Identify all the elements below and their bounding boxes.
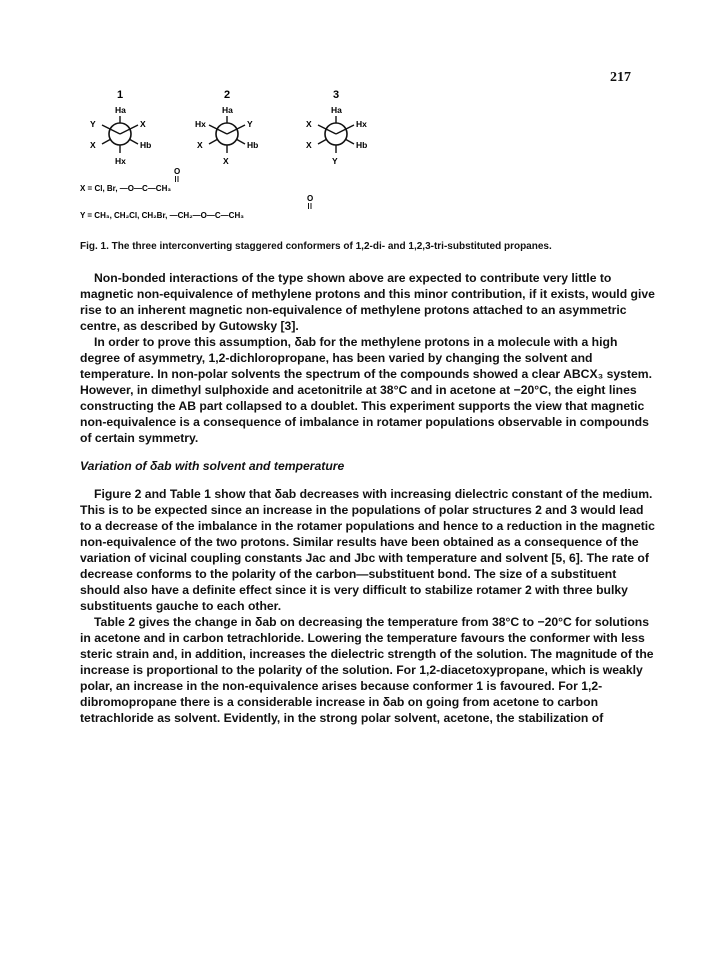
atom-lower-left: X: [90, 140, 96, 150]
y-definition: [80, 194, 313, 220]
atom-top: Ha: [115, 105, 126, 115]
atom-upper-left: X: [306, 119, 312, 129]
conformer-2: [195, 89, 258, 166]
paragraph-2: In order to prove this assumption, δab for the methylene protons in a molecule with a high degree of asymmetry, 1,2-dichloropropane, has been varied by changing the solvent and temperature. In non-polar solvents the spectrum of the compounds showed a clear ABCX₃ system. However, in dimethyl sulphoxide and acetonitrile at 38°C and in acetone at −20°C, the eight lines constructing the AB part collapsed to a doublet. This experiment supports the view that magnetic non-equivalence is a consequence of imbalance in rotamer populations observable in compounds of certain symmetry.: [80, 335, 653, 445]
newman-projections-figure: [80, 88, 640, 236]
atom-lower-left: X: [306, 140, 312, 150]
page-number: 217: [610, 70, 631, 85]
atom-bottom: Hx: [115, 156, 126, 166]
paragraph-4: Table 2 gives the change in δab on decreasing the temperature from 38°C to −20°C for solutions in acetone and in carbon tetrachloride. Lowering the temperature favours the conformer with less steric strain and, in addition, increases the dielectric strength of the solution. The magnitude of the increase is proportional to the polarity of the solution. For 1,2-diacetoxypropane, which is weakly polar, an increase in the non-equivalence arises because conformer 1 is favoured. For 1,2-dibromopropane there is a considerable increase in δab on going from acetone to carbon tetrachloride as solvent. Evidently, in the strong polar solvent, acetone, the stabilization of: [80, 615, 654, 725]
paragraph-1: Non-bonded interactions of the type shown above are expected to contribute very little to magnetic non-equivalence of methylene protons and this minor contribution, if it exists, would give rise to an inherent magnetic non-equivalence of methylene protons attached to an asymmetric centre, as described by Gutowsky [3].: [80, 271, 655, 333]
atom-lower-right: Hb: [140, 140, 152, 150]
x-substituents: X = Cl, Br, —O—C—CH₃: [80, 184, 172, 193]
conformer-1: [90, 89, 151, 166]
conformer-label: 3: [333, 89, 340, 101]
atom-lower-right: Hb: [356, 140, 368, 150]
y-substituents: Y = CH₃, CH₂Cl, CH₂Br, —CH₂—O—C—CH₃: [80, 211, 244, 220]
atom-lower-right: Hb: [247, 140, 259, 150]
atom-upper-left: Y: [90, 119, 96, 129]
section-heading: Variation of δab with solvent and temperature: [80, 459, 345, 473]
paragraph-3: Figure 2 and Table 1 show that δab decreases with increasing dielectric constant of the medium. This is to be expected since an increase in the populations of polar structures 2 and 3 would lead to a decrease of the imbalance in the rotamer populations and hence to a reduction in the magnetic non-equivalence of the two protons. Similar results have been obtained as a consequence of the variation of vicinal coupling constants Jac and Jbc with temperature and solvent [5, 6]. The rate of decrease conforms to the polarity of the carbon—substituent bond. The size of a substituent should also have a definite effect since it is very difficult to stabilize rotamer 2 with three bulky substituents gauche to each other.: [80, 487, 655, 613]
atom-top: Ha: [222, 105, 233, 115]
x-carbonyl-o: O: [174, 167, 181, 176]
atom-bottom: Y: [332, 156, 338, 166]
conformer-label: 1: [117, 89, 124, 101]
conformer-label: 2: [224, 89, 231, 101]
y-carbonyl-o: O: [307, 194, 314, 203]
atom-upper-right: Y: [247, 119, 253, 129]
atom-bottom: X: [223, 156, 229, 166]
figure-caption: Fig. 1. The three interconverting staggered conformers of 1,2-di- and 1,2,3-tri-substituted propanes.: [80, 241, 552, 252]
atom-top: Ha: [331, 105, 342, 115]
conformer-3: [306, 89, 367, 166]
figure-1: [80, 88, 640, 236]
atom-upper-left: Hx: [195, 119, 206, 129]
body-text: [80, 270, 655, 726]
atom-upper-right: X: [140, 119, 146, 129]
atom-upper-right: Hx: [356, 119, 367, 129]
x-definition: [80, 167, 180, 193]
atom-lower-left: X: [197, 140, 203, 150]
